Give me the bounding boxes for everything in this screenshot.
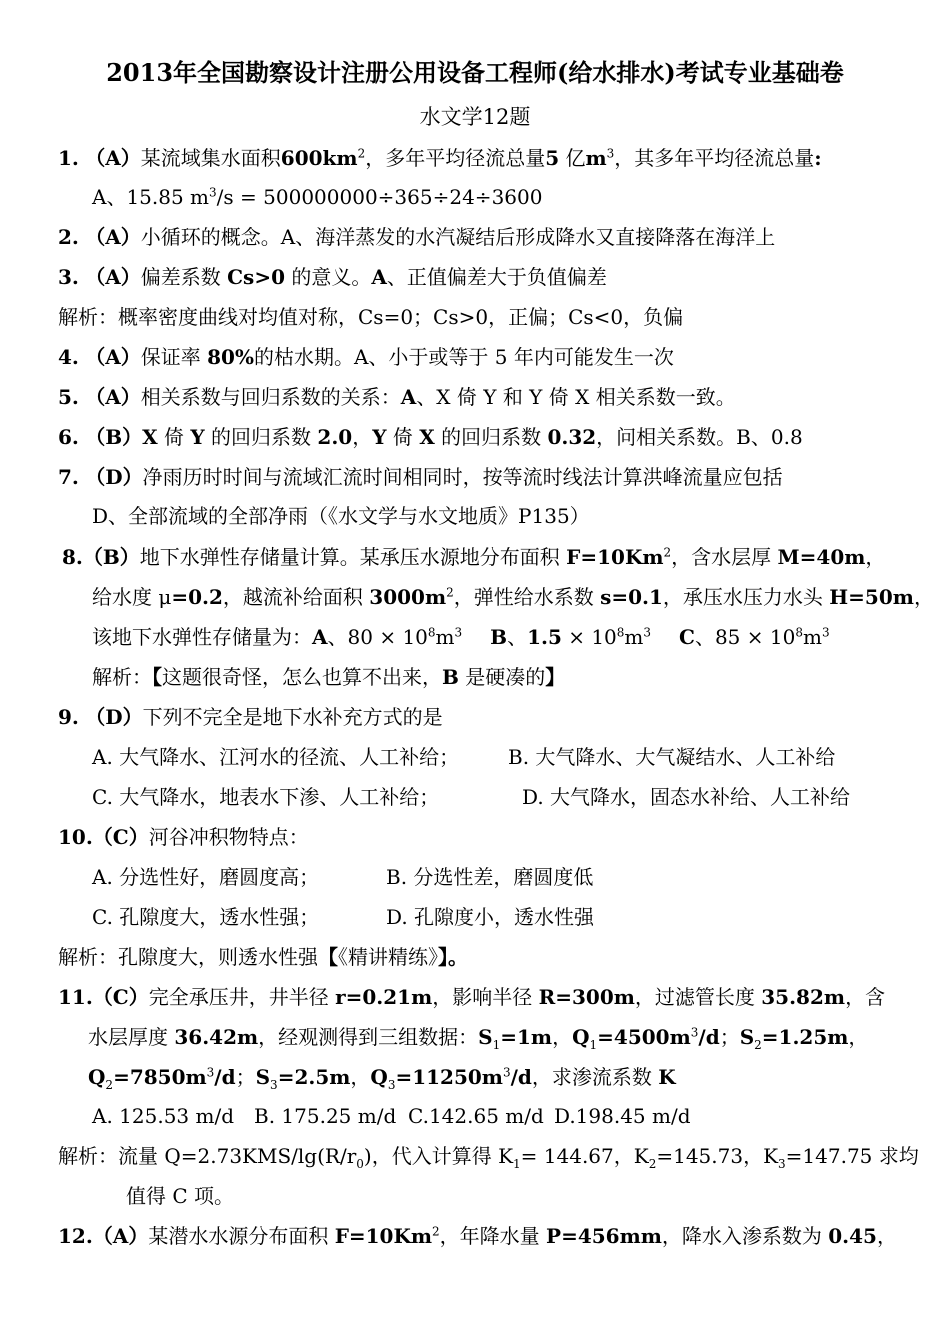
question-11: 11.（C）完全承压井，井半径 r=0.21m，影响半径 R=300m，过滤管长度 35.82m，含 [58,985,886,1009]
question-11-line-3: $Q_2=7850m^3/d$；$S_3=2.5m$，$Q_3=11250m^3/d$，求渗流系数 K [88,1065,676,1092]
question-11-explanation: 解析：流量 $Q=2.73KMS/\lg(R/r_0)$，代入计算得 $K_1= 144.67$，$K_2=145.73$，$K_3=147.75$ 求均 [58,1144,919,1171]
question-3-explanation: 解析：概率密度曲线对均值对称，Cs=0；Cs>0，正偏；Cs<0，负偏 [58,305,684,329]
question-10-option-c: C. 孔隙度大，透水性强； [92,905,320,929]
page-title: 2013年全国勘察设计注册公用设备工程师(给水排水)考试专业基础卷 [106,58,844,87]
question-10-explanation: 解析：孔隙度大，则透水性强【《精讲精练》】。 [58,945,468,969]
question-9-option-c: C. 大气降水，地表水下渗、人工补给； [92,785,440,809]
question-8-options: 该地下水弹性存储量为：A、$80 \times 10^8m^3$ B、$1.5 \times 10^8m^3$ C、$85 \times 10^8m^3$ [92,625,830,649]
question-10-option-a: A. 分选性好，磨圆度高； [92,865,320,889]
question-10-option-d: D. 孔隙度小，透水性强 [386,905,595,929]
question-11-explanation-cont: 值得 C 项。 [126,1184,235,1208]
question-11-option-a: A. 125.53 m/d [92,1104,235,1128]
question-11-option-d: D.198.45 m/d [554,1104,691,1128]
question-5: 5. （A）相关系数与回归系数的关系：A、X 倚 Y 和 Y 倚 X 相关系数一致。 [58,385,736,409]
question-11-option-c: C.142.65 m/d [408,1104,544,1128]
page-subtitle: 水文学12题 [419,105,531,129]
question-9: 9. （D）下列不完全是地下水补充方式的是 [58,705,443,729]
question-1-answer: A、15.85 $m^3/s = 500000000\div 365\div 24\div 3600$ [92,185,543,209]
question-2: 2. （A）小循环的概念。A、海洋蒸发的水汽凝结后形成降水又直接降落在海洋上 [58,225,776,249]
question-11-option-b: B. 175.25 m/d [254,1104,397,1128]
question-8: 8.（B）地下水弹性存储量计算。某承压水源地分布面积 $F=10Km^2$，含水层厚 M=40m， [62,545,886,569]
question-10-option-b: B. 分选性差，磨圆度低 [386,865,594,889]
question-7: 7. （D）净雨历时时间与流域汇流时间相同时，按等流时线法计算洪峰流量应包括 [58,465,783,489]
question-10: 10.（C）河谷冲积物特点： [58,825,309,849]
question-1: 1. （A）某流域集水面积$600km^2$，多年平均径流总量5 亿$m^3$，其多年平均径流总量: [58,146,822,170]
question-12: 12.（A）某潜水水源分布面积 $F=10Km^2$，年降水量 P=456mm，降水入渗系数为 0.45， [58,1224,897,1248]
question-8-line-2: 给水度 μ=0.2，越流补给面积 $3000m^2$，弹性给水系数 s=0.1，承压水压力水头 H=50m， [92,585,934,609]
question-9-option-a: A. 大气降水、江河水的径流、人工补给； [92,745,460,769]
question-4: 4. （A）保证率 80%的枯水期。A、小于或等于 5 年内可能发生一次 [58,345,674,369]
question-7-answer: D、全部流域的全部净雨（《水文学与水文地质》P135） [92,504,590,528]
question-6: 6. （B）X 倚 Y 的回归系数 2.0，Y 倚 X 的回归系数 0.32，问相关系数。B、0.8 [58,425,803,449]
question-9-option-b: B. 大气降水、大气凝结水、人工补给 [508,745,836,769]
question-3: 3. （A）偏差系数 Cs>0 的意义。A、正值偏差大于负值偏差 [58,265,607,289]
question-9-option-d: D. 大气降水，固态水补给、人工补给 [522,785,851,809]
question-8-explanation: 解析：【这题很奇怪，怎么也算不出来，B 是硬凑的】 [92,665,566,689]
question-11-line-2: 水层厚度 36.42m，经观测得到三组数据：$S_1=1m$，$Q_1=4500m^3/d$；$S_2=1.25m$， [88,1025,869,1052]
